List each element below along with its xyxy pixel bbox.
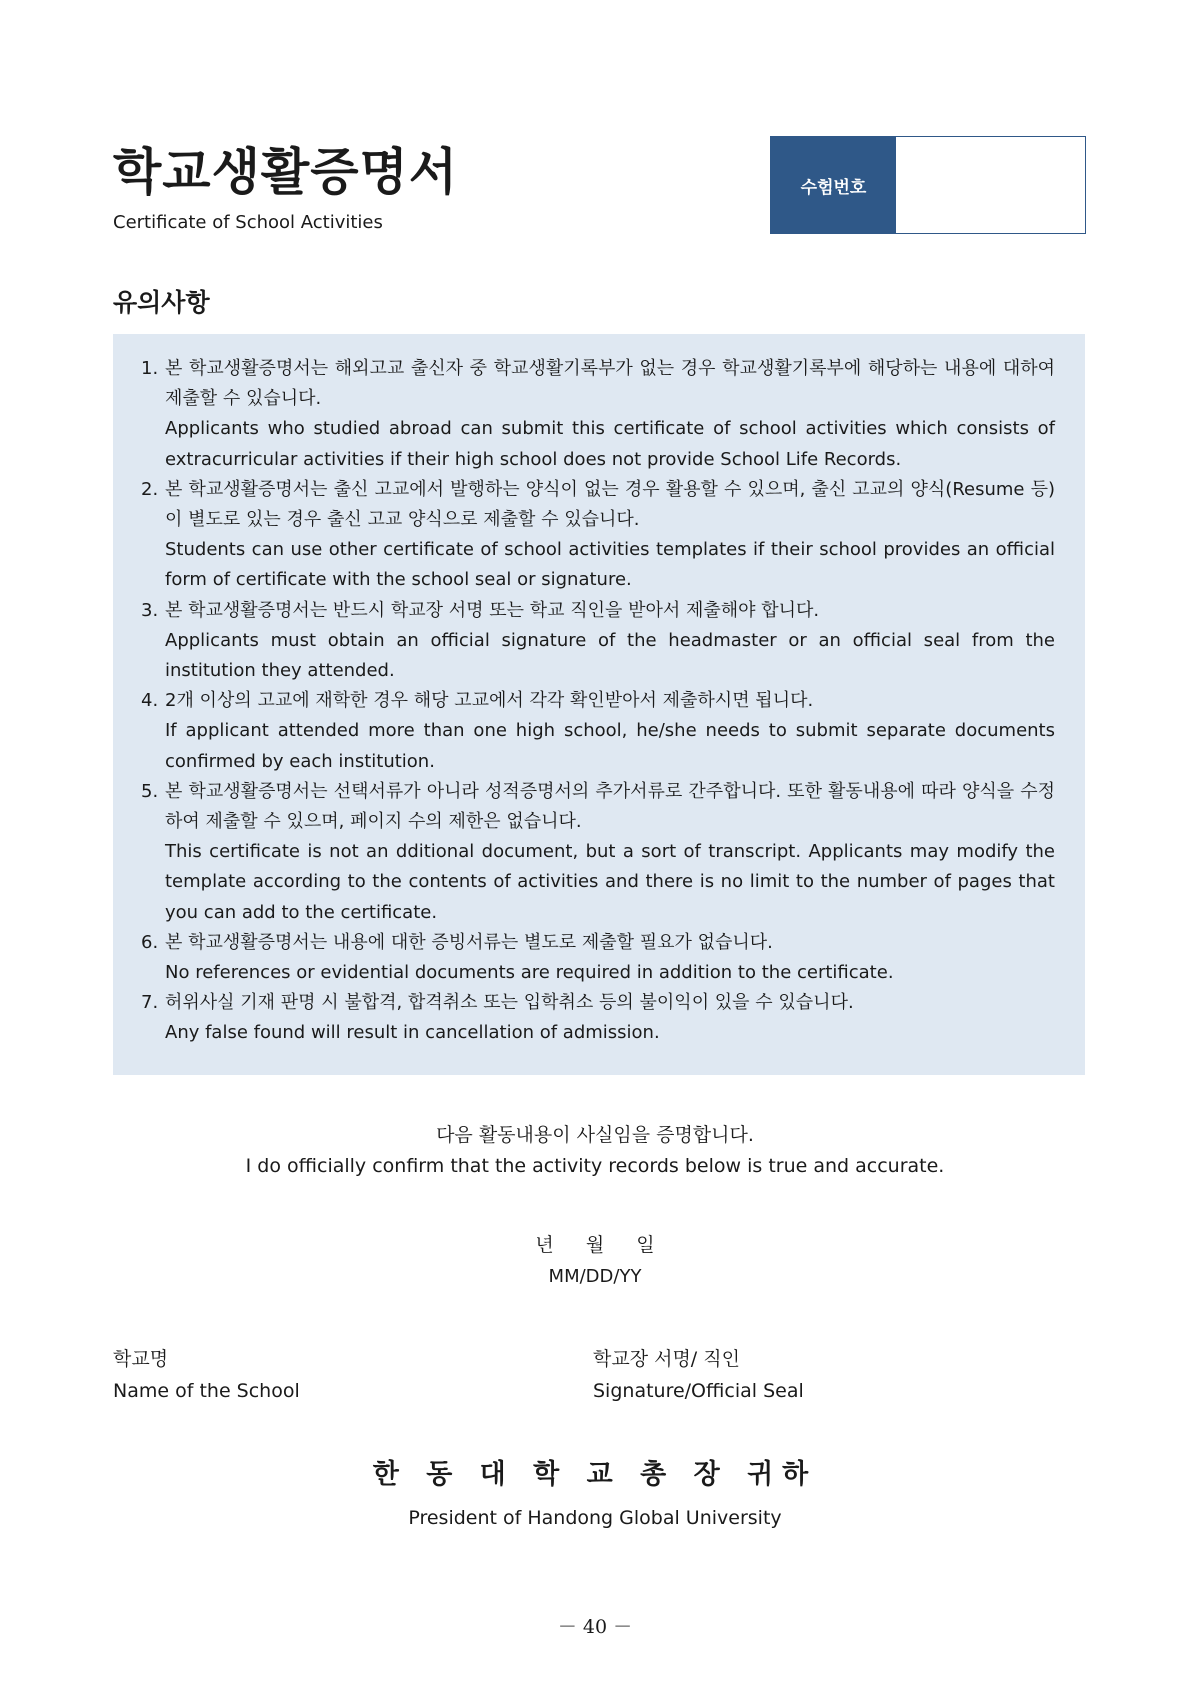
note-item (141, 686, 1055, 777)
note-text-en: Any false found will result in cancellation of admission. (165, 1022, 660, 1044)
note-text-ko: 허위사실 기재 판명 시 불합격, 합격취소 또는 입학취소 등의 불이익이 있을 수 있습니다. (165, 992, 854, 1014)
note-text-en: Applicants must obtain an official signature of the headmaster or an official seal from the institution they attended. (165, 629, 1055, 682)
note-number: 1. (141, 358, 159, 379)
notes-heading: 유의사항 (113, 288, 210, 317)
signature-label-ko: 학교장 서명/ 직인 (593, 1348, 740, 1370)
note-body (165, 354, 1055, 475)
note-number: 4. (141, 690, 159, 712)
exam-number-label: 수험번호 (771, 137, 896, 233)
note-number: 7. (141, 992, 159, 1014)
note-item (141, 988, 1055, 1048)
date-label-en: MM/DD/YY (548, 1266, 642, 1287)
note-item (141, 475, 1055, 596)
signature-label-en: Signature/Official Seal (593, 1380, 804, 1402)
note-text-en: Applicants who studied abroad can submit this certificate of school activities which consists of extracurricular activities if their high school does not provide School Life Records. (165, 418, 1055, 470)
notes-box (113, 334, 1085, 1075)
confirmation-text-ko: 다음 활동내용이 사실임을 증명합니다. (436, 1124, 754, 1146)
school-name-label-en: Name of the School (113, 1380, 300, 1402)
note-body (165, 988, 1055, 1048)
note-text-ko: 2개 이상의 고교에 재학한 경우 해당 고교에서 각각 확인받아서 제출하시면 됩니다. (165, 690, 814, 712)
page-number: － 40 － (557, 1616, 633, 1638)
school-name-label-ko: 학교명 (113, 1348, 169, 1370)
page-title: 학교생활증명서 (113, 143, 459, 201)
note-text-en: If applicant attended more than one high school, he/she needs to submit separate documents confirmed by each institution. (165, 720, 1055, 772)
confirmation-text-en: I do officially confirm that the activity records below is true and accurate. (245, 1155, 945, 1177)
note-body (165, 928, 1055, 988)
addressee-ko: 한 동 대 학 교 총 장 귀하 (372, 1459, 818, 1490)
addressee-en: President of Handong Global University (408, 1507, 782, 1529)
note-text-en: Students can use other certificate of school activities templates if their school provides an official form of certificate with the school seal or signature. (165, 539, 1055, 591)
note-number: 2. (141, 478, 159, 500)
note-text-en: No references or evidential documents are required in addition to the certificate. (165, 962, 894, 984)
note-number: 3. (141, 599, 159, 621)
note-item (141, 928, 1055, 988)
note-text-en: This certificate is not an dditional document, but a sort of transcript. Applicants may modify the template according to the contents of activities and there is no limit to the number of pages that you can add to the certificate. (165, 841, 1055, 923)
date-label-ko: 년 월 일 (535, 1234, 655, 1256)
note-body (165, 686, 1055, 777)
note-number: 5. (141, 780, 159, 802)
note-body (165, 596, 1055, 687)
note-text-ko: 본 학교생활증명서는 출신 고교에서 발행하는 양식이 없는 경우 활용할 수 있으며, 출신 고교의 양식(Resume 등)이 별도로 있는 경우 출신 고교 양식으로 제출할 수 있습니다. (165, 478, 1055, 531)
note-text-ko: 본 학교생활증명서는 내용에 대한 증빙서류는 별도로 제출할 필요가 없습니다. (165, 931, 773, 953)
note-item (141, 354, 1055, 475)
note-body (165, 475, 1055, 596)
note-item (141, 777, 1055, 928)
note-text-ko: 본 학교생활증명서는 반드시 학교장 서명 또는 학교 직인을 받아서 제출해야 합니다. (165, 599, 820, 621)
page-subtitle: Certificate of School Activities (113, 212, 383, 233)
exam-number-field[interactable] (896, 137, 1085, 233)
notes-list (141, 354, 1055, 1049)
note-text-ko: 본 학교생활증명서는 선택서류가 아니라 성적증명서의 추가서류로 간주합니다. 또한 활동내용에 따라 양식을 수정하여 제출할 수 있으며, 페이지 수의 제한은 없습니다. (165, 780, 1055, 833)
note-item (141, 596, 1055, 687)
note-body (165, 777, 1055, 928)
note-text-ko: 본 학교생활증명서는 해외고교 출신자 중 학교생활기록부가 없는 경우 학교생활기록부에 해당하는 내용에 대하여 제출할 수 있습니다. (165, 358, 1055, 410)
exam-number-box (770, 136, 1086, 234)
note-number: 6. (141, 931, 159, 953)
